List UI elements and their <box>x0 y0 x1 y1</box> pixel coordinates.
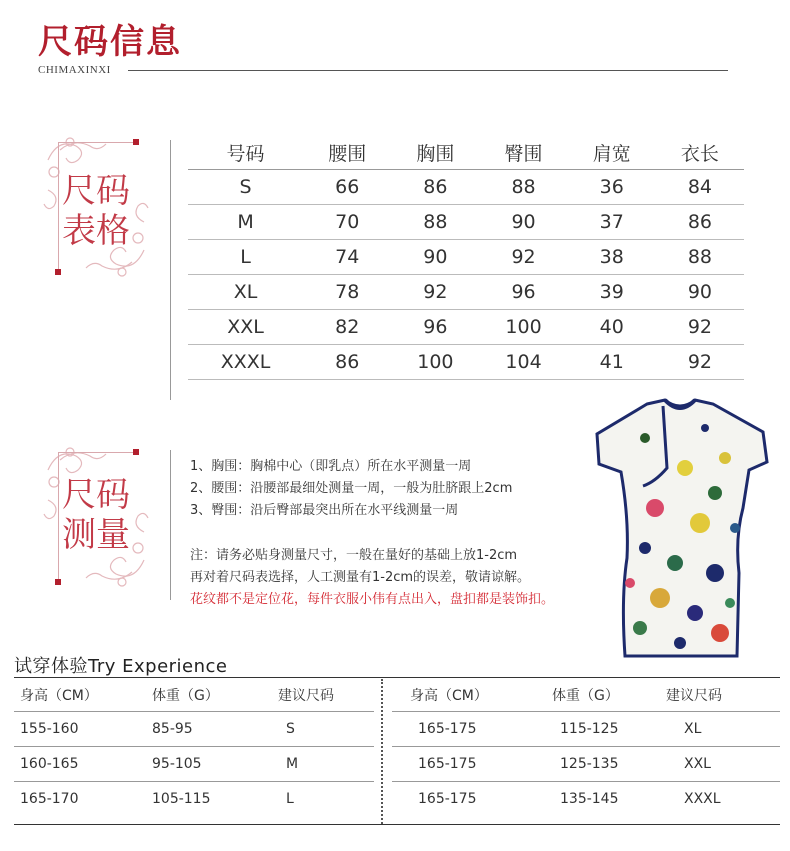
table-row <box>188 170 744 205</box>
table-row <box>14 782 374 817</box>
vertical-divider <box>170 450 171 600</box>
qipao-dress-image <box>585 398 775 658</box>
measure-waist-text: 2、腰围：沿腰部最细处测量一周，一般为肚脐跟上2cm <box>190 481 513 496</box>
table-cell: 88 <box>656 240 744 275</box>
table-cell: 92 <box>479 240 567 275</box>
table-cell: 100 <box>391 345 479 380</box>
table-cell: 90 <box>479 205 567 240</box>
try-table-right <box>392 679 780 816</box>
table-cell: S <box>188 170 303 205</box>
table-cell: L <box>286 791 294 807</box>
table-cell: 78 <box>303 275 391 310</box>
table-cell: 74 <box>303 240 391 275</box>
size-chart-ornament <box>40 130 152 285</box>
table-cell: 115-125 <box>534 712 666 747</box>
header-cell: 臀围 <box>479 135 567 170</box>
table-cell: 165-175 <box>392 747 534 782</box>
table-cell: XL <box>188 275 303 310</box>
table-cell: 165-175 <box>418 791 477 807</box>
table-cell: 100 <box>479 310 567 345</box>
table-cell: 135-145 <box>560 791 619 807</box>
measure-label-1: 尺码 <box>62 475 130 515</box>
table-row <box>392 747 780 782</box>
table-cell: M <box>188 205 303 240</box>
table-cell: 92 <box>656 345 744 380</box>
table-cell: 85-95 <box>152 712 278 747</box>
header-cell: 身高（CM） <box>392 679 534 712</box>
header-cell: 腰围 <box>303 135 391 170</box>
table-cell: 84 <box>656 170 744 205</box>
table-cell: 70 <box>303 205 391 240</box>
header-cell: 号码 <box>188 135 303 170</box>
table-cell: 165-175 <box>392 712 534 747</box>
table-row <box>14 747 374 782</box>
measure-hip-text: 3、臀围：沿后臀部最突出所在水平线测量一周 <box>190 503 459 518</box>
table-cell: 92 <box>391 275 479 310</box>
table-row <box>392 712 780 747</box>
table-cell: 40 <box>568 310 656 345</box>
vertical-divider <box>170 140 171 400</box>
table-cell: 104 <box>479 345 567 380</box>
header-cell: 建议尺码 <box>278 679 374 712</box>
try-header-row <box>392 679 780 712</box>
try-table-left <box>14 679 374 816</box>
size-table-header <box>188 135 744 170</box>
size-chart-label-1: 尺码 <box>62 171 130 211</box>
header-cell: 体重（G） <box>152 679 278 712</box>
table-cell: L <box>188 240 303 275</box>
try-experience-title: 试穿体验Try Experience <box>14 656 228 677</box>
table-cell: 38 <box>568 240 656 275</box>
page-subtitle: CHIMAXINXI <box>38 64 111 76</box>
table-cell: 36 <box>568 170 656 205</box>
measure-note-warning: 花纹都不是定位花，每件衣服小伟有点出入，盘扣都是装饰扣。 <box>190 592 555 607</box>
table-row <box>188 310 744 345</box>
table-row <box>392 782 780 817</box>
table-cell: 90 <box>656 275 744 310</box>
header-cell: 肩宽 <box>568 135 656 170</box>
header-divider <box>128 70 728 71</box>
table-cell: 66 <box>303 170 391 205</box>
table-row <box>14 712 374 747</box>
table-row <box>188 345 744 380</box>
measure-note-2: 再对着尺码表选择，人工测量有1-2cm的误差，敬请谅解。 <box>190 570 531 585</box>
table-cell: M <box>278 747 374 782</box>
header-cell: 胸围 <box>391 135 479 170</box>
table-cell: 86 <box>656 205 744 240</box>
try-column-separator <box>381 679 383 824</box>
page-title: 尺码信息 <box>38 22 182 62</box>
table-cell: 37 <box>568 205 656 240</box>
table-cell: 86 <box>391 170 479 205</box>
try-divider-top <box>14 677 780 678</box>
table-cell: S <box>278 712 374 747</box>
table-cell: 88 <box>391 205 479 240</box>
size-chart-label-2: 表格 <box>62 211 130 251</box>
table-cell: 39 <box>568 275 656 310</box>
table-cell: XXL <box>188 310 303 345</box>
table-cell: 96 <box>391 310 479 345</box>
table-cell: 90 <box>391 240 479 275</box>
header-cell: 建议尺码 <box>666 679 780 712</box>
table-cell: 92 <box>656 310 744 345</box>
measure-ornament <box>40 440 152 595</box>
table-cell: XXXL <box>188 345 303 380</box>
table-cell: 96 <box>479 275 567 310</box>
table-row <box>188 275 744 310</box>
measure-chest-text: 1、胸围：胸棉中心（即乳点）所在水平测量一周 <box>190 459 472 474</box>
measure-note-1: 注：请务必贴身测量尺寸，一般在量好的基础上放1-2cm <box>190 548 518 563</box>
table-cell: 105-115 <box>152 791 211 807</box>
try-divider-bottom <box>14 824 780 825</box>
table-cell: 82 <box>303 310 391 345</box>
header-cell: 衣长 <box>656 135 744 170</box>
try-header-row <box>14 679 374 712</box>
table-cell: XL <box>666 712 780 747</box>
table-cell: XXXL <box>684 791 721 807</box>
table-cell: 165-170 <box>20 791 79 807</box>
table-cell: 86 <box>303 345 391 380</box>
header-cell: 身高（CM） <box>14 679 152 712</box>
table-cell: XXL <box>666 747 780 782</box>
size-table <box>188 135 744 380</box>
table-cell: 88 <box>479 170 567 205</box>
table-cell: 160-165 <box>14 747 152 782</box>
table-row <box>188 205 744 240</box>
measure-label-2: 测量 <box>62 515 130 555</box>
table-cell: 95-105 <box>152 747 278 782</box>
header-cell: 体重（G） <box>534 679 666 712</box>
table-cell: 41 <box>568 345 656 380</box>
table-cell: 155-160 <box>14 712 152 747</box>
table-cell: 125-135 <box>534 747 666 782</box>
table-row <box>188 240 744 275</box>
